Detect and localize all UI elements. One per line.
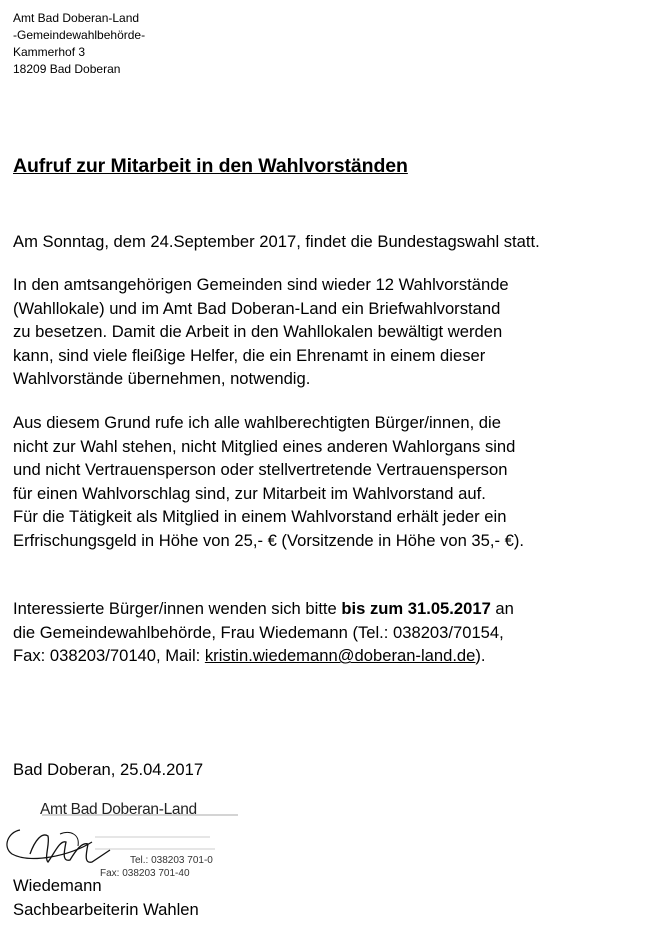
stamp-fax: Fax: 038203 701-40	[100, 868, 190, 879]
paragraph-line: Wahlvorstände übernehmen, notwendig.	[13, 369, 311, 389]
place-date-line: Bad Doberan, 25.04.2017	[13, 760, 204, 779]
paragraph-contact	[13, 597, 514, 668]
paragraph-line: (Wahllokale) und im Amt Bad Doberan-Land ein Briefwahlvorstand	[13, 298, 501, 318]
paragraph-line: In den amtsangehörigen Gemeinden sind wieder 12 Wahlvorstände	[13, 275, 509, 294]
signatory	[13, 874, 199, 921]
sender-line: 18209 Bad Doberan	[13, 62, 121, 76]
paragraph-line: die Gemeindewahlbehörde, Frau Wiedemann (Tel.: 038203/70154,	[13, 622, 504, 642]
paragraph-line: zu besetzen. Damit die Arbeit in den Wahllokalen bewältigt werden	[13, 322, 503, 342]
paragraph-line	[13, 597, 514, 621]
paragraph-line: kann, sind viele fleißige Helfer, die ein Ehrenamt in einem dieser	[13, 345, 486, 365]
handwritten-signature	[0, 812, 150, 882]
sender-line: Amt Bad Doberan-Land	[13, 11, 140, 25]
paragraph-line: Für die Tätigkeit als Mitglied in einem Wahlvorstand erhält jeder ein	[13, 507, 507, 527]
sender-line: -Gemeindewahlbehörde-	[13, 28, 146, 42]
paragraph-election-date	[13, 230, 540, 254]
paragraph-line: Erfrischungsgeld in Höhe von 25,- € (Vorsitzende in Höhe von 35,- €).	[13, 530, 525, 550]
text-segment: Fax: 038203/70140, Mail:	[13, 646, 205, 666]
text-segment: Interessierte Bürger/innen wenden sich bitte	[13, 599, 342, 618]
paragraph-line: Am Sonntag, dem 24.September 2017, findet die Bundestagswahl statt.	[13, 232, 540, 251]
paragraph-line: nicht zur Wahl stehen, nicht Mitglied eines anderen Wahlorgans sind	[13, 436, 516, 456]
paragraph-line: und nicht Vertrauensperson oder stellvertretende Vertrauensperson	[13, 460, 508, 480]
stamp-phone: Tel.: 038203 701-0	[130, 855, 213, 866]
email-link[interactable]: kristin.wiedemann@doberan-land.de	[204, 646, 476, 666]
text-segment: ).	[475, 646, 486, 666]
paragraph-line	[13, 644, 514, 668]
signatory-name: Wiedemann	[13, 876, 102, 895]
paragraph-line: für einen Wahlvorschlag sind, zur Mitarbeit im Wahlvorstand auf.	[13, 483, 486, 503]
paragraph-line: Aus diesem Grund rufe ich alle wahlberechtigten Bürger/innen, die	[13, 413, 501, 432]
text-segment: an	[490, 599, 514, 618]
paragraph-polling-stations	[13, 273, 509, 391]
paragraph-call-for-volunteers	[13, 411, 524, 553]
signatory-role: Sachbearbeiterin Wahlen	[13, 899, 199, 919]
deadline-text: bis zum 31.05.2017	[341, 599, 491, 618]
sender-address	[13, 10, 145, 78]
stamp-office-name: Amt Bad Doberan-Land	[40, 801, 197, 818]
sender-line: Kammerhof 3	[13, 45, 86, 59]
document-title: Aufruf zur Mitarbeit in den Wahlvorständen	[13, 155, 408, 177]
